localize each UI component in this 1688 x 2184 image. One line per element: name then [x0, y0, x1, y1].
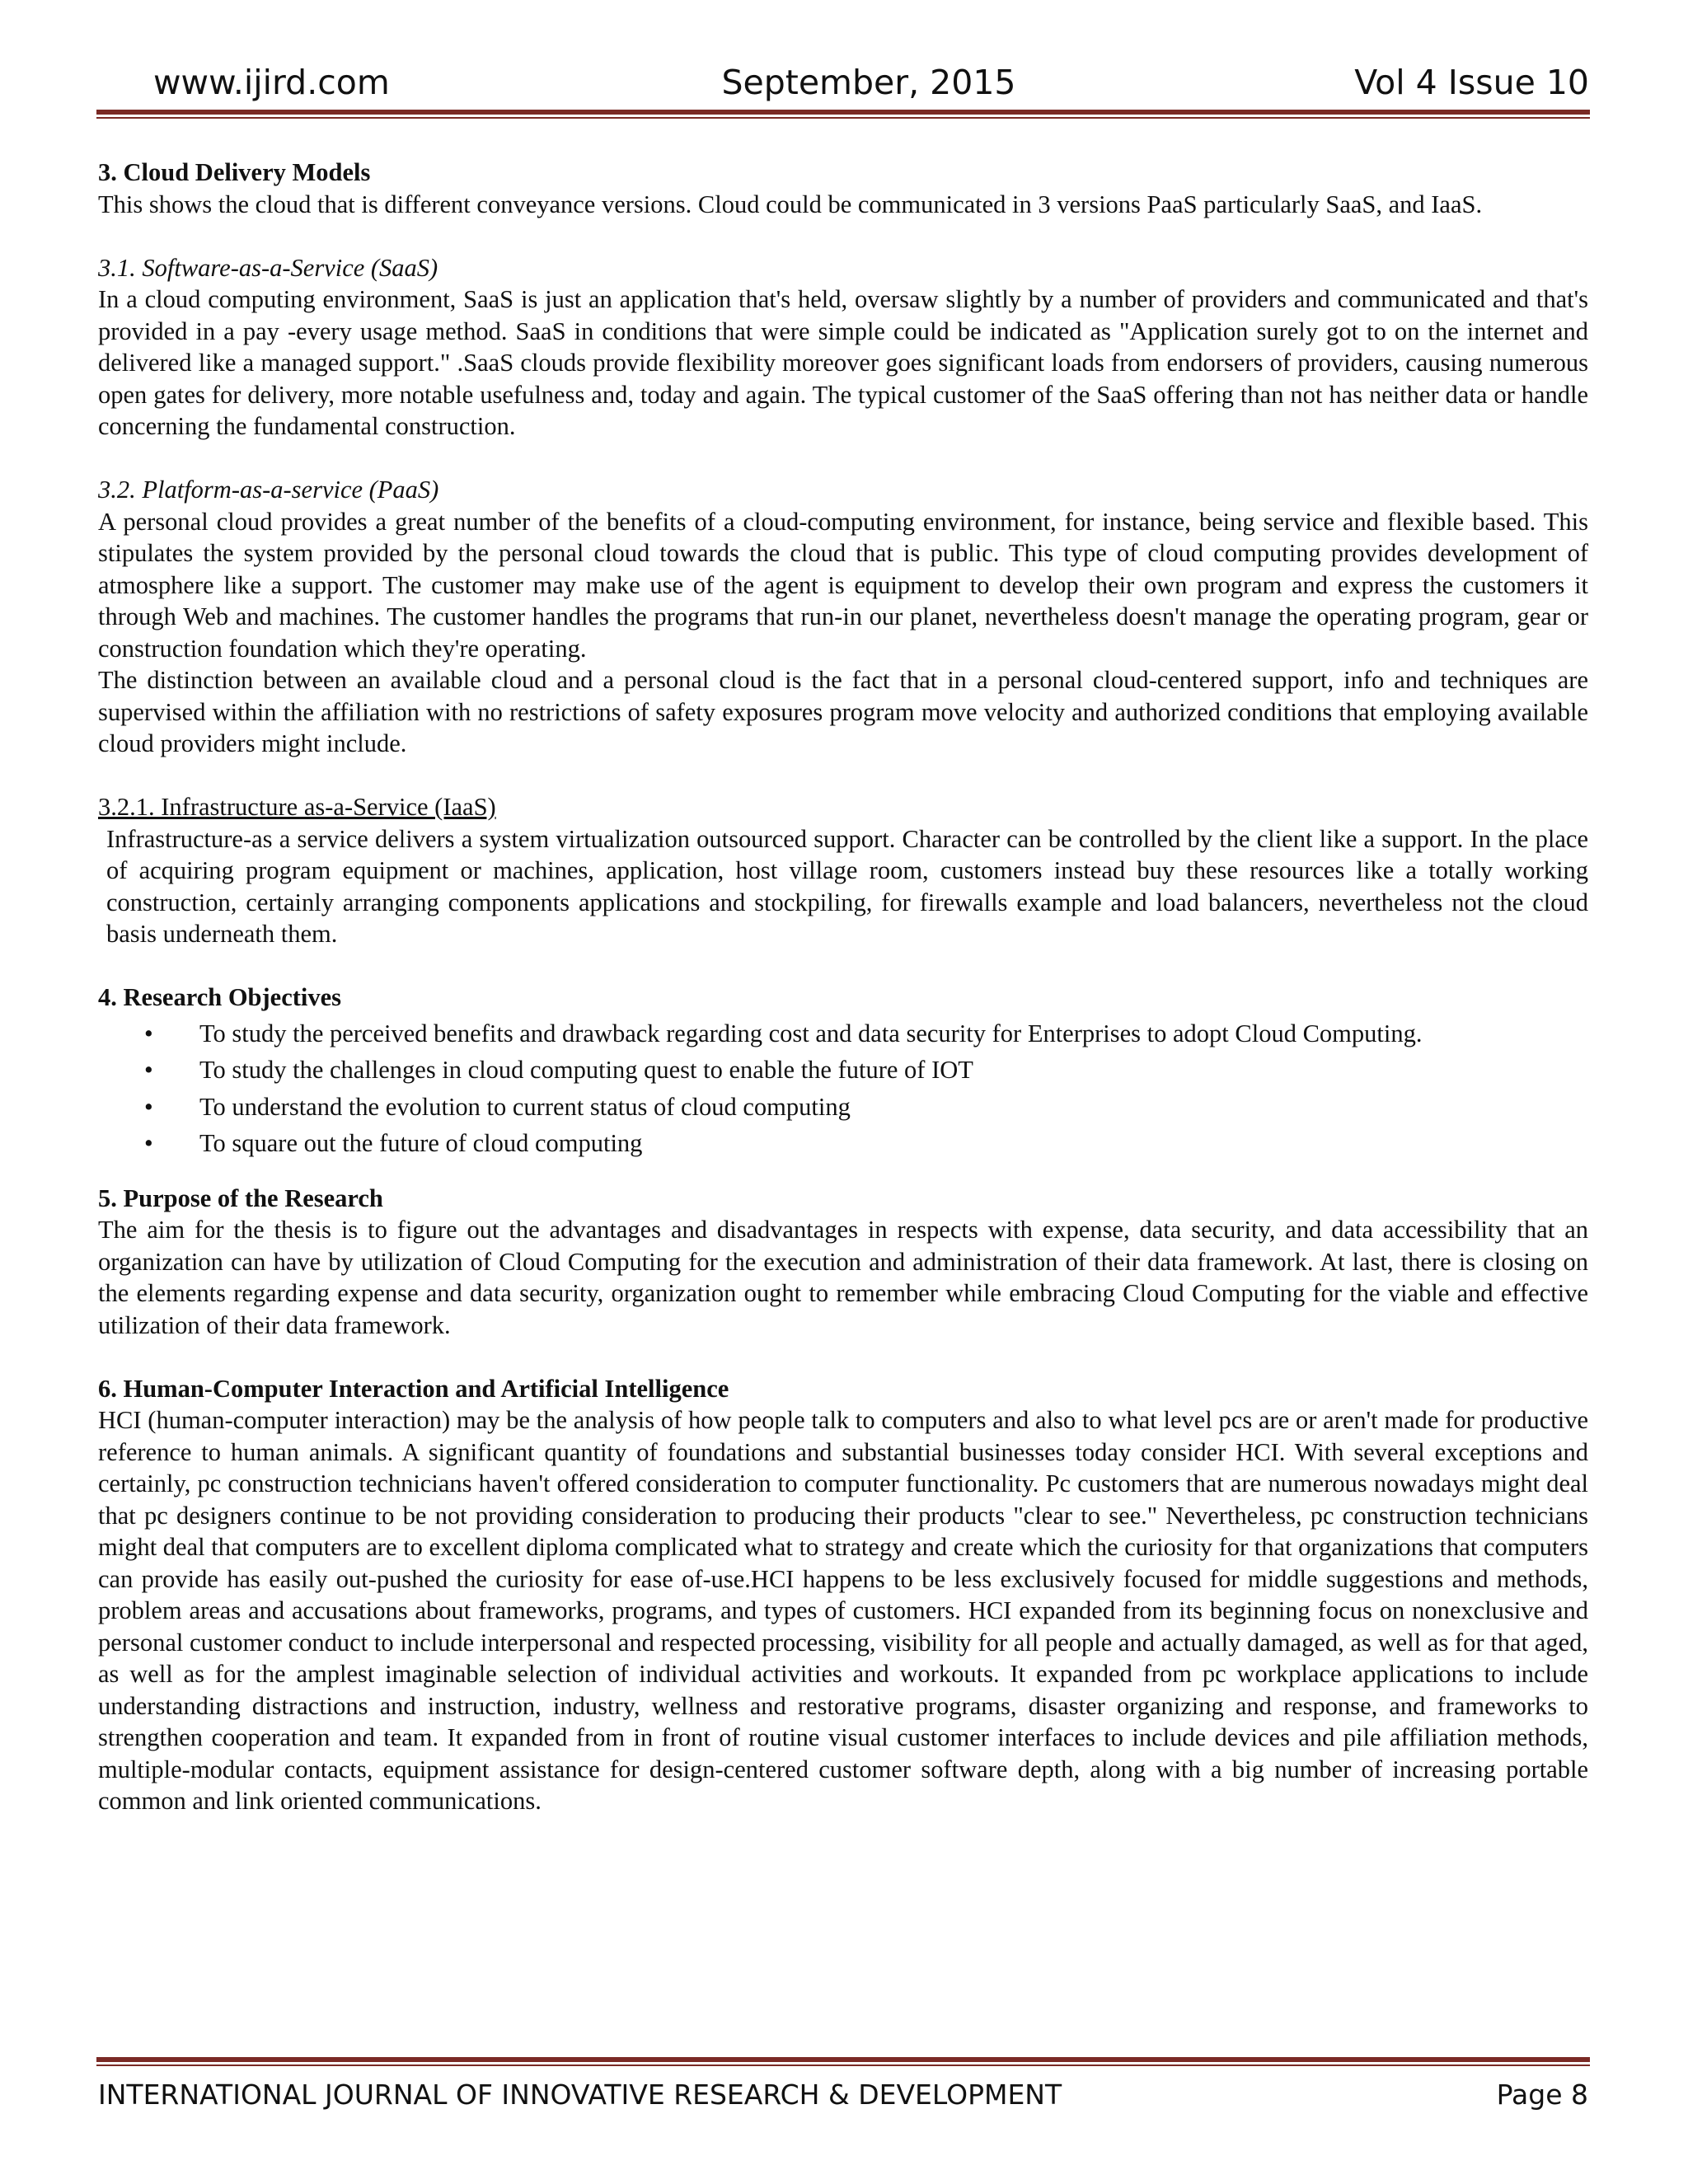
page-footer [98, 2074, 1588, 2116]
section-5-number: 5. [98, 1183, 117, 1212]
list-item-text: To study the challenges in cloud computing quest to enable the future of IOT [199, 1056, 973, 1084]
list-item [98, 1015, 1588, 1052]
section-3-1-title: 3.1. Software-as-a-Service (SaaS) [98, 253, 438, 282]
section-4-number: 4. [98, 983, 117, 1011]
bullet-icon: • [144, 1019, 153, 1047]
list-item [98, 1052, 1588, 1089]
section-5-text: The aim for the thesis is to figure out the advantages and disadvantages in respects with expense, data security, and data accessibility that an organization can have by utilization of Cloud Computing for the execution and administration of their data framework. At last, there is closing on the elements regarding expense and data security, organization ought to remember while embracing Cloud Computing for the viable and effective utilization of their data framework. [98, 1216, 1588, 1339]
header-date: September, 2015 [721, 63, 1016, 102]
footer-rule-thick [96, 2057, 1590, 2062]
section-4-title: Research Objectives [123, 983, 342, 1011]
bullet-icon: • [144, 1129, 153, 1157]
section-3-2-text-2: The distinction between an available cloud and a personal cloud is the fact that in a personal cloud-centered support, info and techniques are supervised within the affiliation with no restrictions of safety exposures program move velocity and authorized conditions that employing available cloud providers might include. [98, 666, 1588, 757]
page-header [148, 58, 1589, 107]
section-3-number: 3. [98, 158, 117, 186]
section-5-title: Purpose of the Research [123, 1183, 383, 1212]
spacer [98, 220, 1588, 252]
section-3-heading [98, 157, 1588, 189]
section-3-text: This shows the cloud that is different conveyance versions. Cloud could be communicated in 3 versions PaaS particularly SaaS, and IaaS. [98, 190, 1483, 218]
spacer [98, 760, 1588, 792]
spacer [98, 950, 1588, 982]
section-3-2-title: 3.2. Platform-as-a-service (PaaS) [98, 476, 439, 504]
section-3-2-1-text: Infrastructure-as a service delivers a system virtualization outsourced support. Character can be controlled by the client like a support. In the place of acquiring program equipment or machines, application, host village room, customers instead buy these resources like a totally working construction, certainly arranging components applications and stockpiling, for firewalls example and load balancers, nevertheless not the cloud basis underneath them. [106, 824, 1588, 948]
bullet-icon: • [144, 1056, 153, 1084]
spacer [98, 1341, 1588, 1373]
section-3-2-1-title: 3.2.1. Infrastructure as-a-Service (IaaS) [98, 793, 496, 821]
footer-rule-thin [96, 2064, 1590, 2066]
section-3-1-text: In a cloud computing environment, SaaS is just an application that's held, oversaw slightly by a number of providers and communicated and that's provided in a pay -every usage method. SaaS in conditions that were simple could be indicated as "Application surely got to on the internet and delivered like a managed support." .SaaS clouds provide flexibility moreover goes significant loads from endorsers of providers, causing numerous open gates for delivery, more notable usefulness and, today and again. The typical customer of the SaaS offering than not has neither data or handle concerning the fundamental construction. [98, 285, 1588, 440]
header-website: www.ijird.com [153, 63, 390, 102]
objectives-list [98, 1015, 1588, 1162]
section-6-number: 6. [98, 1374, 117, 1403]
header-volume: Vol 4 Issue 10 [1354, 63, 1589, 102]
list-item [98, 1089, 1588, 1126]
section-4-heading [98, 982, 1588, 1014]
list-item-text: To square out the future of cloud computing [199, 1129, 643, 1157]
section-6-heading [98, 1373, 1588, 1405]
list-item [98, 1125, 1588, 1162]
header-rule-thin [96, 117, 1590, 119]
bullet-icon: • [144, 1092, 153, 1121]
section-3-2-text-1: A personal cloud provides a great number of the benefits of a cloud-computing environment, for instance, being service and flexible based. This stipulates the system provided by the personal cloud towards the cloud that is public. This type of cloud computing provides development of atmosphere like a support. The customer may make use of the agent is equipment to develop their own program and express the customers it through Web and machines. The customer handles the programs that run-in our planet, nevertheless doesn't manage the operating program, gear or construction foundation which they're operating. [98, 507, 1588, 663]
spacer [98, 443, 1588, 475]
footer-journal-name: INTERNATIONAL JOURNAL OF INNOVATIVE RESEARCH & DEVELOPMENT [98, 2079, 1062, 2111]
section-6-title: Human-Computer Interaction and Artificial Intelligence [123, 1374, 729, 1403]
footer-page-number: Page 8 [1496, 2079, 1588, 2111]
list-item-text: To understand the evolution to current status of cloud computing [199, 1092, 851, 1121]
spacer [98, 1162, 1588, 1183]
section-5-heading [98, 1183, 1588, 1215]
section-3-title: Cloud Delivery Models [123, 158, 371, 186]
article-body [98, 157, 1588, 1817]
list-item-text: To study the perceived benefits and drawback regarding cost and data security for Enterprises to adopt Cloud Computing. [199, 1019, 1423, 1047]
section-6-text: HCI (human-computer interaction) may be the analysis of how people talk to computers and also to what level pcs are or aren't made for productive reference to human animals. A significant quantity of foundations and substantial businesses today consider HCI. With several exceptions and certainly, pc construction technicians haven't offered consideration to computer functionality. Pc customers that are numerous nowadays might deal that pc designers continue to be not providing consideration to producing their products "clear to see." Nevertheless, pc construction technicians might deal that computers are to excellent diploma complicated what to strategy and create which the curiosity for that organizations that computers can provide has easily out-pushed the curiosity for ease of-use.HCI happens to be less exclusively focused for middle suggestions and methods, problem areas and accusations about frameworks, programs, and types of customers. HCI expanded from its beginning focus on nonexclusive and personal customer conduct to include interpersonal and respected processing, visibility for all people and actually damaged, as well as for that aged, as well as for the amplest imaginable selection of individual activities and workouts. It expanded from pc workplace applications to include understanding distractions and instruction, industry, wellness and restorative programs, disaster organizing and response, and frameworks to strengthen cooperation and team. It expanded from in front of routine visual customer interfaces to include devices and pile affiliation methods, multiple-modular contacts, equipment assistance for design-centered customer software depth, along with a big number of increasing portable common and link oriented communications. [98, 1406, 1588, 1815]
header-rule-thick [96, 110, 1590, 115]
